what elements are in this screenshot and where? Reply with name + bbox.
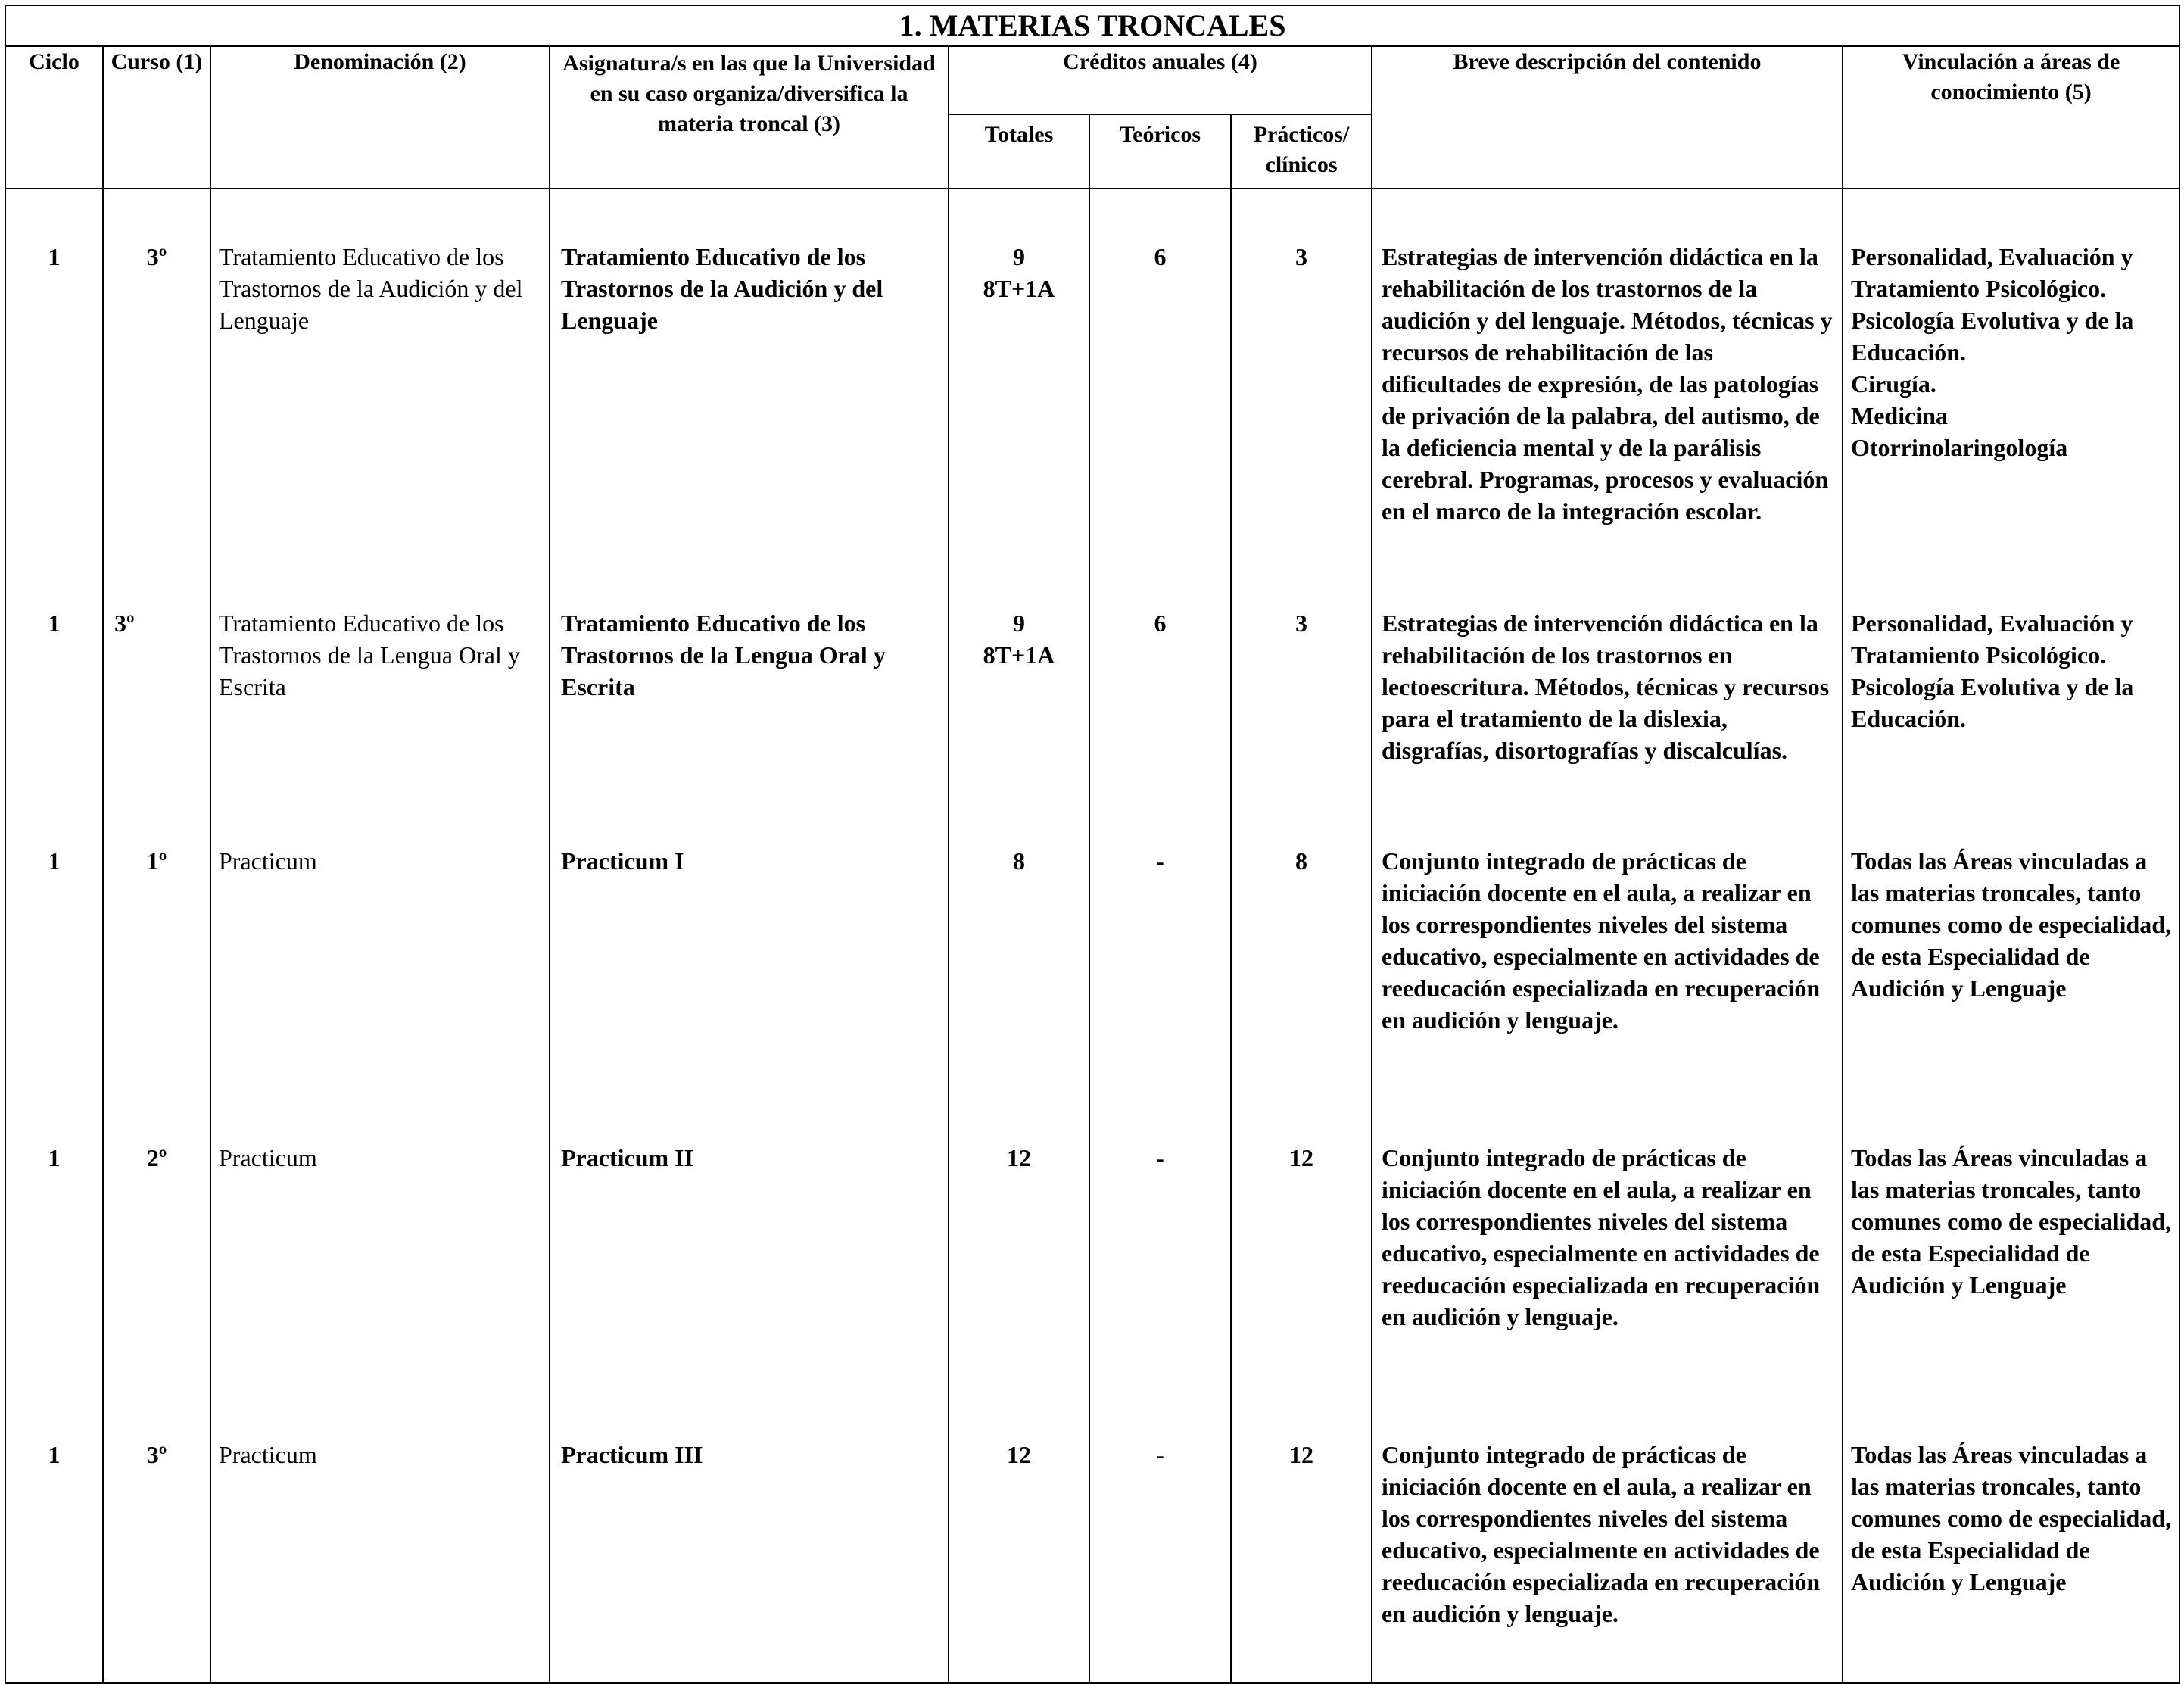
cell-vinculacion: Personalidad, Evaluación y Tratamiento Psicológico. Psicología Evolutiva y de la Educación. Cirugía. Medicina Otorrinolaringología [1843,189,2179,597]
cell-vinculacion: Todas las Áreas vinculadas a las materias troncales, tanto comunes como de especialidad, de esta Especialidad de Audición y Lenguaje [1843,1428,2179,1683]
cell-ciclo: 1 [5,597,103,834]
table-row [5,834,2179,1131]
table-title: 1. MATERIAS TRONCALES [5,5,2179,46]
cell-vinculacion: Todas las Áreas vinculadas a las materias troncales, tanto comunes como de especialidad, de esta Especialidad de Audición y Lenguaje [1843,1131,2179,1428]
cell-ciclo: 1 [5,834,103,1131]
totales-value: 12 [1007,1441,1031,1468]
cell-descripcion: Conjunto integrado de prácticas de iniciación docente en el aula, a realizar en los correspondientes niveles del sistema educativo, especialmente en actividades de reeducación especializada en recuperación en audición y lenguaje. [1372,1131,1843,1428]
cell-asignatura: Practicum III [550,1428,949,1683]
cell-vinculacion: Personalidad, Evaluación y Tratamiento Psicológico. Psicología Evolutiva y de la Educación. [1843,597,2179,834]
totales-value: 9 [1013,610,1025,637]
cell-asignatura: Practicum II [550,1131,949,1428]
header-practicos: Prácticos/ clínicos [1231,114,1372,189]
cell-asignatura: Tratamiento Educativo de los Trastornos de la Lengua Oral y Escrita [550,597,949,834]
header-vinculacion: Vinculación a áreas de conocimiento (5) [1843,46,2179,189]
cell-descripcion: Estrategias de intervención didáctica en la rehabilitación de los trastornos de la audición y del lenguaje. Métodos, técnicas y recursos de rehabilitación de las dificultades de expresión, de las patologías de privación de la palabra, del autismo, de la deficiencia mental y de la parálisis cerebral. Programas, procesos y evaluación en el marco de la integración escolar. [1372,189,1843,597]
header-ciclo: Ciclo [5,46,103,189]
cell-practicos: 12 [1231,1131,1372,1428]
cell-teoricos: - [1089,834,1231,1131]
totales-value: 12 [1007,1144,1031,1171]
cell-curso: 2º [103,1131,210,1428]
cell-totales [949,1131,1089,1428]
materias-troncales-table [5,5,2180,1684]
table-row [5,597,2179,834]
cell-denominacion: Practicum [210,834,550,1131]
table-row [5,1428,2179,1683]
header-teoricos: Teóricos [1089,114,1231,189]
cell-vinculacion: Todas las Áreas vinculadas a las materias troncales, tanto comunes como de especialidad, de esta Especialidad de Audición y Lenguaje [1843,834,2179,1131]
header-denominacion: Denominación (2) [210,46,550,189]
cell-teoricos: 6 [1089,189,1231,597]
cell-totales [949,597,1089,834]
cell-descripcion: Conjunto integrado de prácticas de iniciación docente en el aula, a realizar en los correspondientes niveles del sistema educativo, especialmente en actividades de reeducación especializada en recuperación en audición y lenguaje. [1372,834,1843,1131]
cell-ciclo: 1 [5,1131,103,1428]
table-row [5,189,2179,597]
cell-denominacion: Practicum [210,1131,550,1428]
header-totales: Totales [949,114,1089,189]
totales-extra: 8T+1A [983,275,1055,302]
cell-practicos: 8 [1231,834,1372,1131]
cell-totales [949,834,1089,1131]
cell-practicos: 3 [1231,597,1372,834]
cell-curso: 3º [103,189,210,597]
cell-teoricos: 6 [1089,597,1231,834]
document-page [5,5,2179,1633]
table-row [5,1131,2179,1428]
cell-practicos: 12 [1231,1428,1372,1683]
totales-extra: 8T+1A [983,641,1055,669]
cell-teoricos: - [1089,1131,1231,1428]
totales-value: 8 [1013,847,1025,875]
header-descripcion: Breve descripción del contenido [1372,46,1843,189]
cell-denominacion: Practicum [210,1428,550,1683]
header-creditos: Créditos anuales (4) [949,46,1372,114]
cell-descripcion: Estrategias de intervención didáctica en la rehabilitación de los trastornos en lectoescritura. Métodos, técnicas y recursos para el tratamiento de la dislexia, disgrafías, disortografías y discalculías. [1372,597,1843,834]
cell-curso: 3º [103,597,210,834]
cell-totales [949,189,1089,597]
cell-descripcion: Conjunto integrado de prácticas de iniciación docente en el aula, a realizar en los correspondientes niveles del sistema educativo, especialmente en actividades de reeducación especializada en recuperación en audición y lenguaje. [1372,1428,1843,1683]
cell-asignatura: Practicum I [550,834,949,1131]
cell-totales [949,1428,1089,1683]
cell-curso: 3º [103,1428,210,1683]
cell-curso: 1º [103,834,210,1131]
cell-asignatura: Tratamiento Educativo de los Trastornos de la Audición y del Lenguaje [550,189,949,597]
cell-ciclo: 1 [5,1428,103,1683]
cell-denominacion: Tratamiento Educativo de los Trastornos de la Lengua Oral y Escrita [210,597,550,834]
cell-ciclo: 1 [5,189,103,597]
header-asignatura: Asignatura/s en las que la Universidad en su caso organiza/diversifica la materia troncal (3) [550,46,949,189]
cell-practicos: 3 [1231,189,1372,597]
cell-denominacion: Tratamiento Educativo de los Trastornos de la Audición y del Lenguaje [210,189,550,597]
totales-value: 9 [1013,243,1025,270]
cell-teoricos: - [1089,1428,1231,1683]
header-curso: Curso (1) [103,46,210,189]
